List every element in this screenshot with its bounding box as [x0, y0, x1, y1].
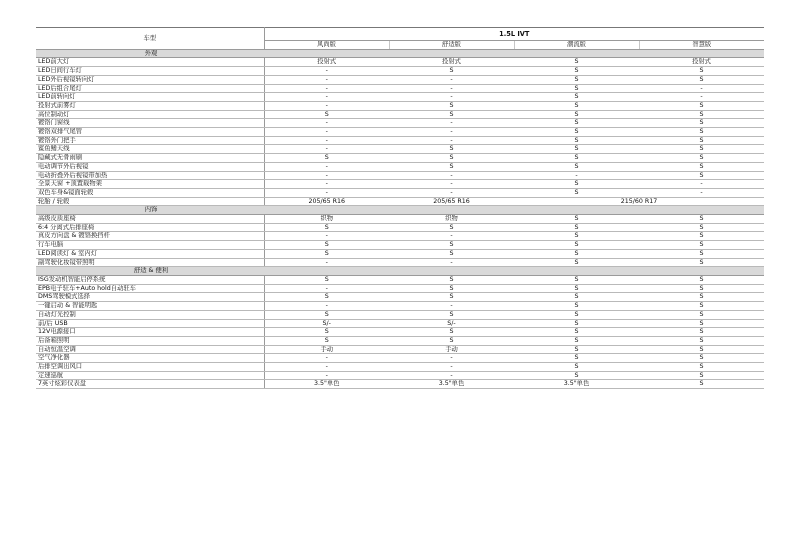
table-row [36, 275, 764, 284]
section-header-row [36, 49, 764, 58]
spec-value: S [389, 336, 514, 345]
spec-value: 205/65 R16 [389, 197, 514, 206]
spec-sheet [36, 27, 764, 389]
header-row-engine [36, 28, 764, 41]
feature-name: 电动折叠外后视镜带加热 [36, 171, 264, 180]
spec-value: S [639, 258, 764, 267]
spec-value: S [514, 363, 639, 372]
feature-name: 前/后 USB [36, 319, 264, 328]
spec-value: S [514, 128, 639, 137]
spec-value: S [639, 336, 764, 345]
spec-value: S [264, 336, 389, 345]
spec-value: - [389, 180, 514, 189]
spec-value: S [514, 354, 639, 363]
spec-value: S [514, 93, 639, 102]
spec-value: - [389, 363, 514, 372]
spec-value: - [639, 84, 764, 93]
spec-value: S [514, 249, 639, 258]
table-row-tyre [36, 197, 764, 206]
feature-name: 副驾驶化妆镜带照明 [36, 258, 264, 267]
spec-value: S [514, 162, 639, 171]
spec-value: S [514, 136, 639, 145]
spec-value: S [514, 275, 639, 284]
section-fill [264, 49, 764, 58]
spec-value: S [514, 84, 639, 93]
spec-value: - [389, 75, 514, 84]
spec-value: S [264, 241, 389, 250]
feature-name: 全景天窗 +顶置载物架 [36, 180, 264, 189]
spec-value: - [264, 180, 389, 189]
spec-value: S/- [389, 319, 514, 328]
spec-value: - [264, 84, 389, 93]
spec-value: S [639, 241, 764, 250]
spec-value: S [639, 328, 764, 337]
spec-value: - [264, 136, 389, 145]
spec-value: S [514, 319, 639, 328]
table-row [36, 145, 764, 154]
spec-value: S [639, 275, 764, 284]
trim-label: 潮流版 [514, 41, 639, 50]
spec-value: S [514, 293, 639, 302]
spec-value: S [389, 145, 514, 154]
spec-value: - [639, 180, 764, 189]
spec-value: 投射式 [264, 58, 389, 67]
spec-value: S [389, 223, 514, 232]
table-row [36, 293, 764, 302]
spec-value: - [389, 93, 514, 102]
spec-value: S [389, 328, 514, 337]
table-row [36, 302, 764, 311]
feature-name: 后排空调出风口 [36, 363, 264, 372]
feature-name: 空气净化器 [36, 354, 264, 363]
feature-name: LED阅读灯 & 室内灯 [36, 249, 264, 258]
spec-value: S [639, 154, 764, 163]
table-row [36, 171, 764, 180]
spec-value: S [514, 67, 639, 76]
spec-value: - [264, 302, 389, 311]
spec-value: - [389, 136, 514, 145]
feature-name: 6:4 分离式后排座椅 [36, 223, 264, 232]
spec-value: S [389, 154, 514, 163]
spec-value: S [639, 380, 764, 389]
spec-value: S [389, 284, 514, 293]
table-row [36, 354, 764, 363]
table-row [36, 232, 764, 241]
table-row [36, 58, 764, 67]
spec-value: S [514, 101, 639, 110]
feature-name: 真皮方向盘 & 镀铬换挡杆 [36, 232, 264, 241]
feature-name: 双色车身&镜面轮毂 [36, 188, 264, 197]
spec-value: S [514, 302, 639, 311]
spec-value: S [639, 284, 764, 293]
spec-value: 3.5"单色 [514, 380, 639, 389]
feature-name: LED日间行车灯 [36, 67, 264, 76]
spec-value: S [264, 293, 389, 302]
spec-value: S [514, 310, 639, 319]
spec-value: S [264, 328, 389, 337]
spec-value: - [389, 371, 514, 380]
spec-table-body [36, 28, 764, 389]
spec-value: - [264, 188, 389, 197]
spec-value: S [389, 249, 514, 258]
section-fill [264, 206, 764, 215]
feature-name: 镀铬门窗线 [36, 119, 264, 128]
table-row [36, 101, 764, 110]
spec-value: S [514, 258, 639, 267]
spec-value: 织物 [264, 215, 389, 224]
spec-value: S [389, 110, 514, 119]
feature-name: LED前转向灯 [36, 93, 264, 102]
spec-value: S [514, 188, 639, 197]
section-header-row [36, 267, 764, 276]
spec-value: 投射式 [639, 58, 764, 67]
table-row [36, 249, 764, 258]
feature-name: 自动恒温空调 [36, 345, 264, 354]
spec-value: S [264, 223, 389, 232]
table-row [36, 345, 764, 354]
spec-table [36, 27, 764, 389]
feature-name: 7英寸炫彩仪表盘 [36, 380, 264, 389]
spec-value: S/- [264, 319, 389, 328]
spec-value: - [514, 171, 639, 180]
spec-value: - [639, 93, 764, 102]
trim-label: 风尚版 [264, 41, 389, 50]
table-row [36, 162, 764, 171]
feature-name: 12V电源接口 [36, 328, 264, 337]
feature-name: 高级皮质座椅 [36, 215, 264, 224]
table-row [36, 119, 764, 128]
table-row [36, 154, 764, 163]
table-row [36, 75, 764, 84]
feature-name: EPB电子驻车+Auto hold自动驻车 [36, 284, 264, 293]
feature-name: 镀铬双排气尾管 [36, 128, 264, 137]
spec-value: 3.5"单色 [389, 380, 514, 389]
model-label: 车型 [36, 28, 264, 50]
spec-value: S [639, 232, 764, 241]
table-row [36, 371, 764, 380]
spec-value: 205/65 R16 [264, 197, 389, 206]
spec-value: - [264, 119, 389, 128]
section-fill [264, 267, 764, 276]
spec-value: S [639, 293, 764, 302]
spec-value: S [639, 101, 764, 110]
spec-value: S [389, 275, 514, 284]
table-row [36, 180, 764, 189]
spec-value: S [514, 328, 639, 337]
spec-value: S [514, 119, 639, 128]
spec-value: S [639, 75, 764, 84]
spec-value: - [639, 188, 764, 197]
spec-value: S [639, 119, 764, 128]
table-row [36, 67, 764, 76]
spec-value: S [264, 249, 389, 258]
spec-value: 织物 [389, 215, 514, 224]
spec-value: S [514, 110, 639, 119]
spec-value: S [264, 275, 389, 284]
spec-value: S [639, 171, 764, 180]
spec-value: S [389, 241, 514, 250]
spec-value: - [264, 128, 389, 137]
feature-name: 轮胎 / 轮毂 [36, 197, 264, 206]
section-title: 舒适 & 便利 [36, 267, 264, 276]
spec-value: S [639, 136, 764, 145]
spec-value: S [264, 110, 389, 119]
section-header-row [36, 206, 764, 215]
spec-value: S [514, 145, 639, 154]
feature-name: 自动灯光控制 [36, 310, 264, 319]
spec-value: - [389, 302, 514, 311]
table-row [36, 215, 764, 224]
spec-value: S [514, 215, 639, 224]
spec-value: - [264, 363, 389, 372]
spec-value: - [389, 354, 514, 363]
spec-value: 手动 [389, 345, 514, 354]
spec-value: S [389, 101, 514, 110]
spec-value: 3.5"单色 [264, 380, 389, 389]
feature-name: LED前大灯 [36, 58, 264, 67]
spec-value: S [514, 232, 639, 241]
spec-value: S [514, 154, 639, 163]
table-row [36, 310, 764, 319]
spec-value: - [264, 162, 389, 171]
spec-value: S [514, 241, 639, 250]
spec-value: S [639, 310, 764, 319]
engine-label: 1.5L IVT [264, 28, 764, 41]
spec-value: S [264, 310, 389, 319]
section-title: 外观 [36, 49, 264, 58]
table-row [36, 136, 764, 145]
feature-name: 镀铬外门把手 [36, 136, 264, 145]
spec-value: S [514, 371, 639, 380]
table-row [36, 110, 764, 119]
spec-value: 215/60 R17 [514, 197, 764, 206]
spec-value: - [389, 84, 514, 93]
spec-value: S [639, 145, 764, 154]
feature-name: 投射式前雾灯 [36, 101, 264, 110]
spec-value: S [514, 336, 639, 345]
spec-value: 手动 [264, 345, 389, 354]
spec-value: - [264, 93, 389, 102]
spec-value: S [639, 67, 764, 76]
spec-value: 投射式 [389, 58, 514, 67]
spec-value: - [264, 101, 389, 110]
spec-value: S [639, 345, 764, 354]
spec-value: S [639, 354, 764, 363]
spec-value: - [389, 232, 514, 241]
feature-name: ISG发动机智能启停系统 [36, 275, 264, 284]
table-row [36, 336, 764, 345]
trim-label: 舒适版 [389, 41, 514, 50]
spec-value: - [389, 258, 514, 267]
spec-value: S [264, 154, 389, 163]
spec-value: S [514, 180, 639, 189]
spec-value: - [264, 354, 389, 363]
spec-value: S [389, 67, 514, 76]
feature-name: 行车电脑 [36, 241, 264, 250]
spec-value: S [639, 363, 764, 372]
feature-name: 定速巡航 [36, 371, 264, 380]
feature-name: LED后组合尾灯 [36, 84, 264, 93]
feature-name: LED外后视镜转向灯 [36, 75, 264, 84]
table-row [36, 363, 764, 372]
spec-value: - [389, 128, 514, 137]
spec-value: - [264, 284, 389, 293]
table-row [36, 223, 764, 232]
spec-value: - [264, 232, 389, 241]
spec-value: S [389, 310, 514, 319]
table-row [36, 241, 764, 250]
spec-value: S [639, 128, 764, 137]
spec-value: - [389, 188, 514, 197]
spec-value: S [639, 162, 764, 171]
feature-name: 后备箱照明 [36, 336, 264, 345]
spec-value: S [639, 371, 764, 380]
spec-value: - [264, 75, 389, 84]
spec-value: - [264, 258, 389, 267]
spec-value: S [639, 223, 764, 232]
table-row [36, 188, 764, 197]
table-row [36, 84, 764, 93]
table-row [36, 284, 764, 293]
table-row [36, 328, 764, 337]
spec-value: S [639, 249, 764, 258]
spec-value: - [264, 145, 389, 154]
feature-name: DMS驾驶模式选择 [36, 293, 264, 302]
feature-name: 电动调节外后视镜 [36, 162, 264, 171]
table-row [36, 380, 764, 389]
spec-value: S [389, 293, 514, 302]
trim-label: 智慧版 [639, 41, 764, 50]
spec-value: S [514, 58, 639, 67]
table-row [36, 319, 764, 328]
spec-value: S [514, 75, 639, 84]
spec-value: S [639, 215, 764, 224]
section-title: 内饰 [36, 206, 264, 215]
table-row [36, 93, 764, 102]
feature-name: 隐藏式无骨雨刷 [36, 154, 264, 163]
spec-value: - [389, 119, 514, 128]
spec-value: S [639, 302, 764, 311]
spec-value: - [264, 171, 389, 180]
spec-value: - [389, 171, 514, 180]
spec-value: S [514, 223, 639, 232]
spec-value: - [264, 67, 389, 76]
spec-value: S [514, 345, 639, 354]
spec-value: S [389, 162, 514, 171]
spec-value: S [639, 319, 764, 328]
table-row [36, 128, 764, 137]
feature-name: 一键启动 & 智能明匙 [36, 302, 264, 311]
feature-name: 高位制动灯 [36, 110, 264, 119]
spec-value: - [264, 371, 389, 380]
spec-value: S [639, 110, 764, 119]
table-row [36, 258, 764, 267]
feature-name: 鲨鱼鳍天线 [36, 145, 264, 154]
spec-value: S [514, 284, 639, 293]
